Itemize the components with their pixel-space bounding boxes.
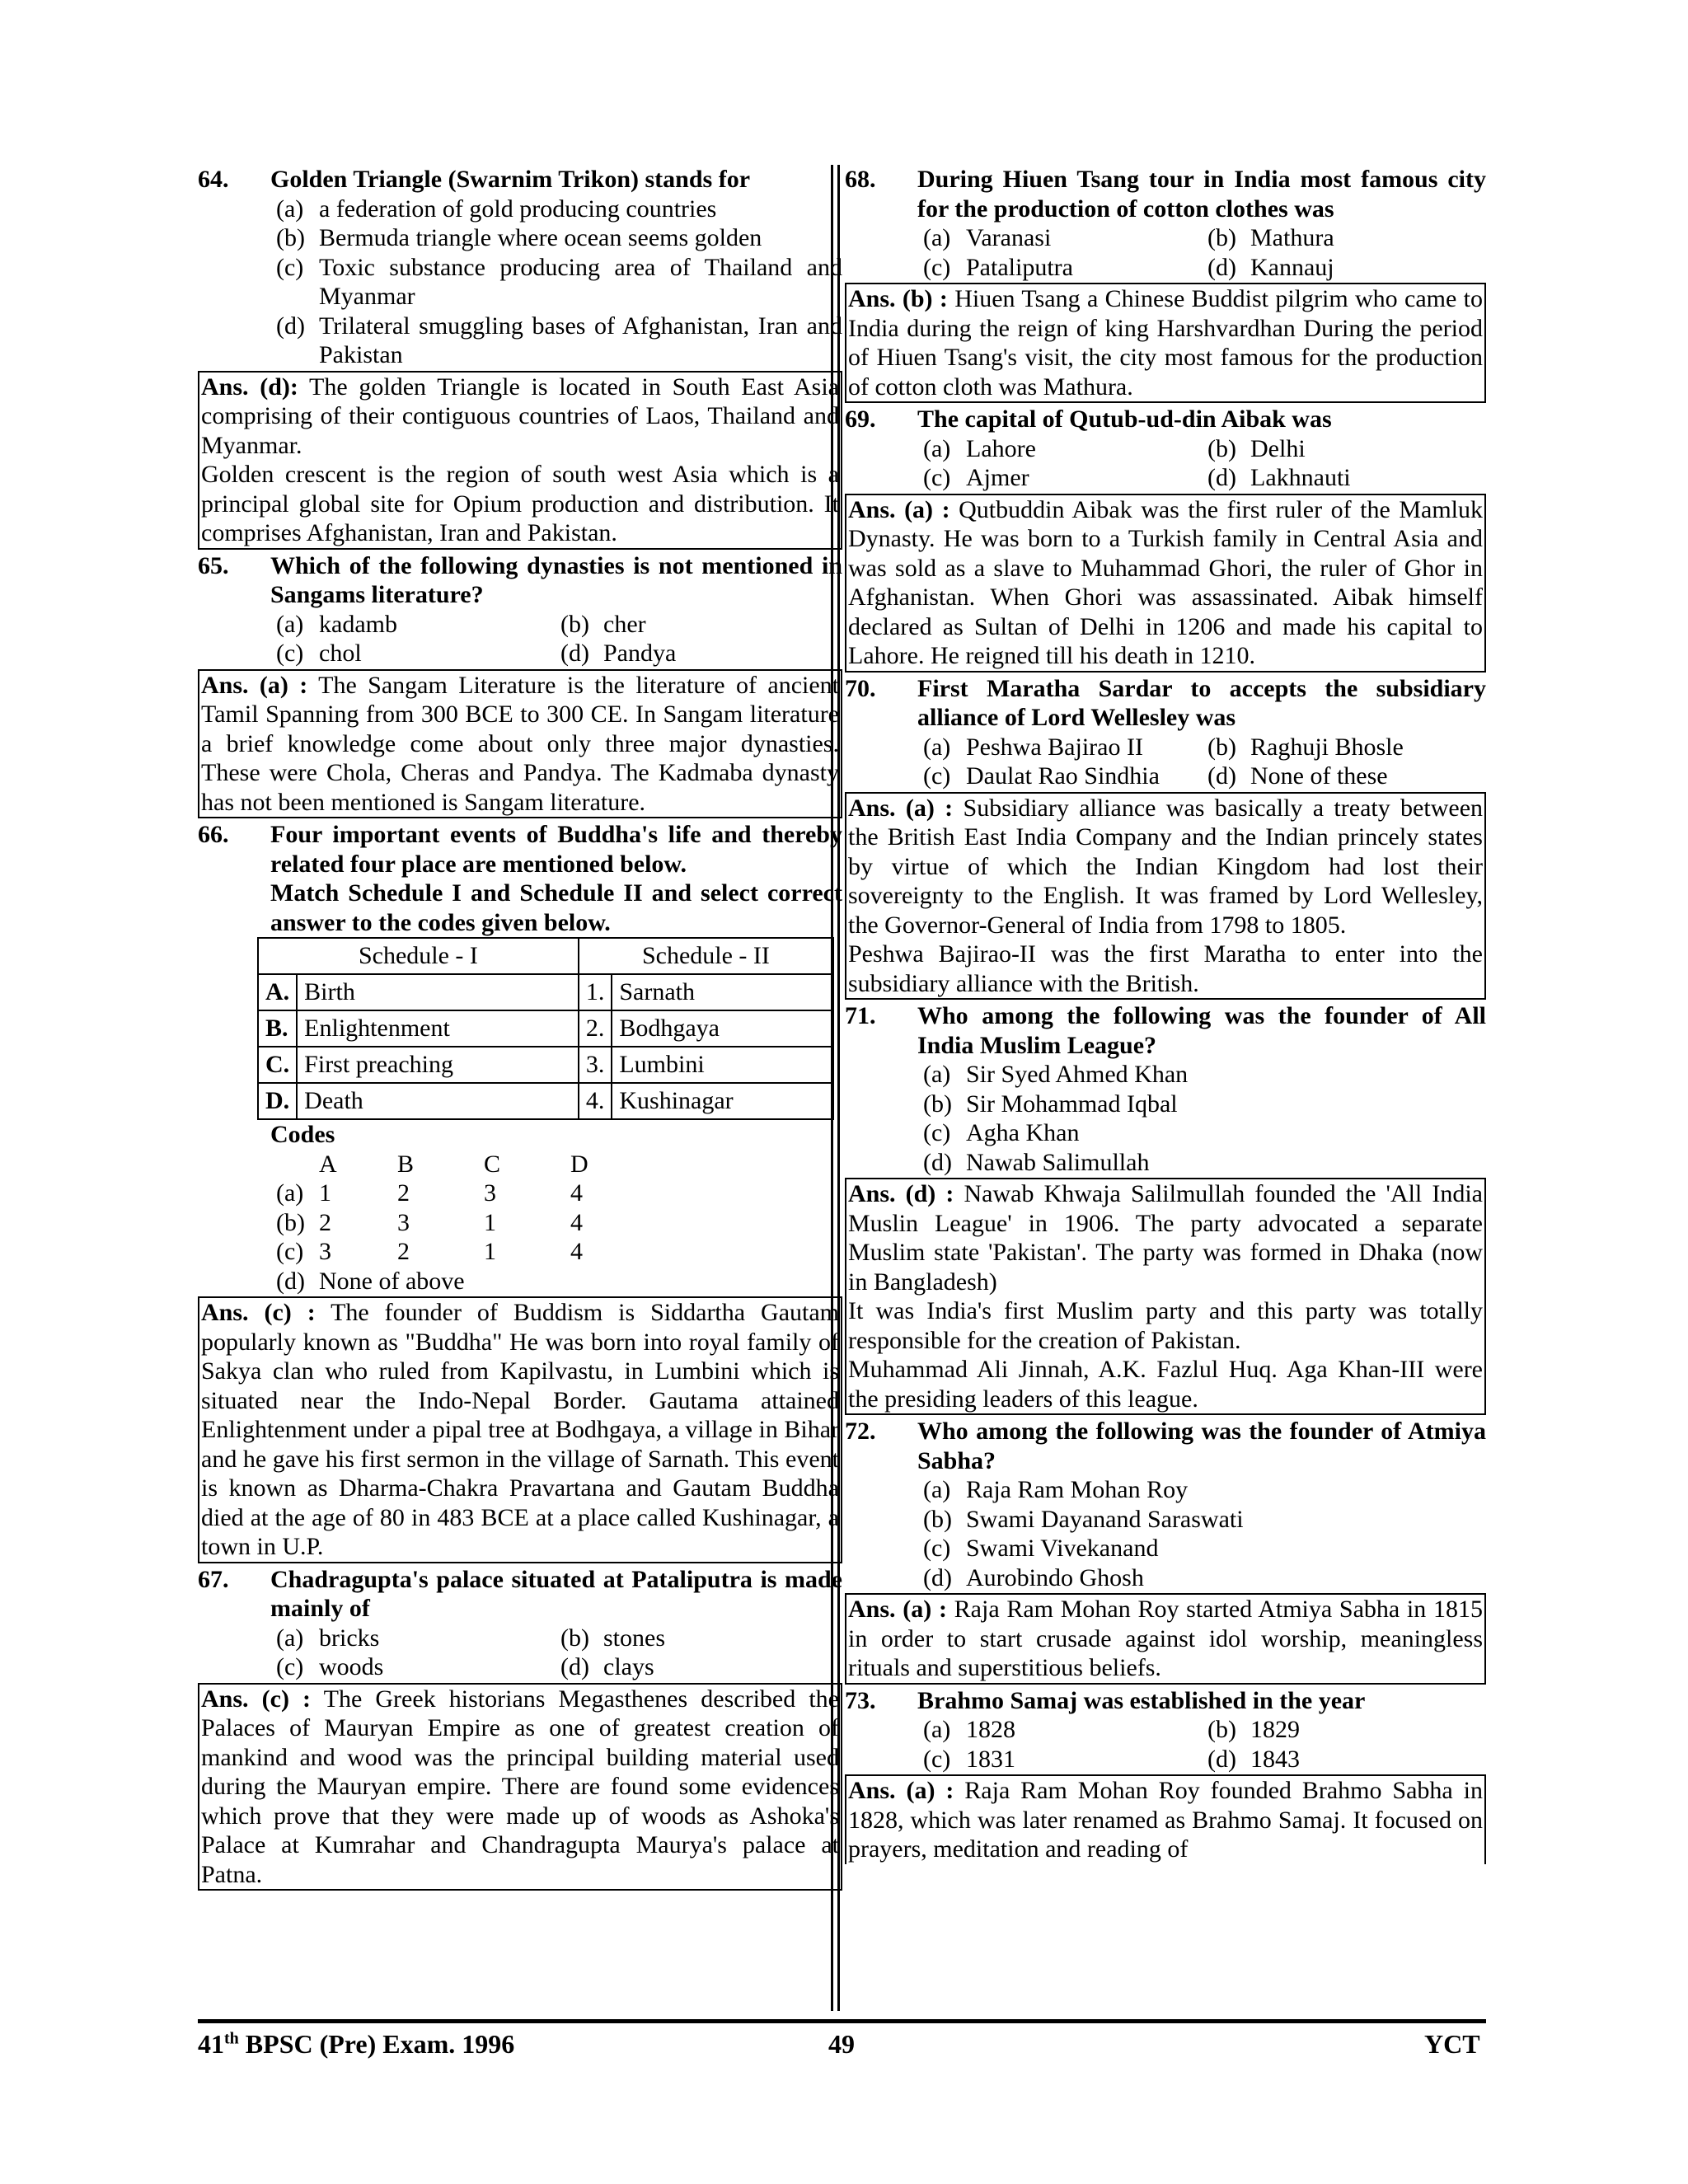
question-71: 71. Who among the following was the founder of All India Muslim League? xyxy=(845,1002,1486,1059)
option: (c) 1831 xyxy=(923,1745,1015,1773)
option: (b) cher xyxy=(560,610,646,638)
option: (a) bricks xyxy=(276,1624,380,1652)
question-70: 70. First Maratha Sardar to accepts the subsidiary alliance of Lord Wellesley was xyxy=(845,674,1486,731)
answer-70: Ans. (a) : Subsidiary alliance was basically a treaty between the British East India Company and the Indian princely states by virtue of which the Indian Kingdom had lost their sovereignty to the English. It was framed by Lord Wellesley, the Governor-General of India from 1798 to 1805. Peshwa Bajirao-II was the first Maratha to enter into the subsidiary alliance with the British. xyxy=(845,792,1486,1001)
table-row: A. Birth 1. Sarnath xyxy=(258,974,833,1010)
footer-rule xyxy=(198,2019,1486,2023)
schedule-table xyxy=(257,937,834,1120)
answer-66: Ans. (c) : The founder of Buddism is Siddartha Gautam popularly known as "Buddha" He was born into royal family of Sakya clan who ruled from Kapilvastu, in Lumbini which is situated near the Indo-Nepal Border. Gautama attained Enlightenment under a pipal tree at Bodhgaya, a village in Bihar and he gave his first sermon in the village of Sarnath. This event is known as Dharma-Chakra Pravartana and Gautam Buddha died at the age of 80 in 483 BCE at a place called Kushinagar, a town in U.P. xyxy=(198,1296,842,1563)
answer-72: Ans. (a) : Raja Ram Mohan Roy started Atmiya Sabha in 1815 in order to start crusade against idol worship, meaningless rituals and superstitious beliefs. xyxy=(845,1593,1486,1685)
option: (b) Swami Dayanand Saraswati xyxy=(923,1505,1244,1533)
option: (a) Raja Ram Mohan Roy xyxy=(923,1476,1189,1503)
table-header: Schedule - I xyxy=(258,938,579,974)
answer-64: Ans. (d): The golden Triangle is located in South East Asia comprising of their contiguous countries of Laos, Thailand and Myanmar. Golden crescent is the region of south west Asia which is a principal global site for Opium production and distribution. It comprises Afghanistan, Iran and Pakistan. xyxy=(198,371,842,550)
option: (d) Nawab Salimullah xyxy=(923,1148,1150,1176)
option: (d) clays xyxy=(560,1653,654,1680)
option: (c) Swami Vivekanand xyxy=(923,1535,1159,1562)
option: (d) 1843 xyxy=(1207,1745,1300,1773)
option: (b) stones xyxy=(560,1624,665,1652)
options-71 xyxy=(845,1060,1486,1177)
option: (a) Lahore xyxy=(923,434,1036,462)
option: (c) Daulat Rao Sindhia xyxy=(923,762,1160,790)
table-row: C. First preaching 3. Lumbini xyxy=(258,1047,833,1083)
option: (a) kadamb xyxy=(276,610,397,638)
option: (a) Sir Syed Ahmed Khan xyxy=(923,1061,1189,1088)
answer-69: Ans. (a) : Qutbuddin Aibak was the first ruler of the Mamluk Dynasty. He was born to a Turkish family in Central Asia and was sold as a slave to Muhammad Ghori, the ruler of Ghor in Afghanistan. When Ghori was assassinated. Aibak himself declared as Sultan of Delhi in 1206 and made his capital to Lahore. He reigned till his death in 1210. xyxy=(845,494,1486,673)
option: (b) Sir Mohammad Iqbal xyxy=(923,1090,1178,1118)
answer-73: Ans. (a) : Raja Ram Mohan Roy founded Brahmo Sabha in 1828, which was later renamed as Brahmo Samaj. It focused on prayers, meditation and reading of xyxy=(845,1774,1486,1864)
option: (d) Pandya xyxy=(560,640,677,667)
options-64 xyxy=(198,194,842,370)
options-67 xyxy=(198,1624,842,1682)
options-73 xyxy=(845,1715,1486,1774)
answer-65: Ans. (a) : The Sangam Literature is the literature of ancient Tamil Spanning from 300 BCE to 300 CE. In Sangam literature a brief knowledge come about only three major dynasties. These were Chola, Cheras and Pandya. The Kadmaba dynasty has not been mentioned is Sangam literature. xyxy=(198,669,842,819)
option: (c) woods xyxy=(276,1653,384,1680)
question-73: 73. Brahmo Samaj was established in the year xyxy=(845,1686,1366,1714)
option: (b) Raghuji Bhosle xyxy=(1207,733,1404,761)
option: (a) Peshwa Bajirao II xyxy=(923,733,1143,761)
option: (a) 1828 xyxy=(923,1716,1015,1743)
options-69 xyxy=(845,434,1486,493)
question-72: 72. Who among the following was the founder of Atmiya Sabha? xyxy=(845,1418,1486,1474)
options-68 xyxy=(845,223,1486,282)
option: (d) Aurobindo Ghosh xyxy=(923,1563,1144,1591)
codes-title: Codes xyxy=(270,1121,335,1148)
question-68: 68. During Hiuen Tsang tour in India most famous city for the production of cotton clothes was xyxy=(845,166,1486,223)
right-column xyxy=(845,165,1486,1866)
answer-67: Ans. (c) : The Greek historians Megasthenes described the Palaces of Mauryan Empire as one of greatest creation of mankind and wood was the principal building material used during the Mauryan empire. There are found some evidences which prove that they were made up of woods as Ashoka's Palace at Kumrahar and Chandragupta Maurya's palace at Patna. xyxy=(198,1683,842,1891)
option: (a) Varanasi xyxy=(923,224,1052,251)
page-number: 49 xyxy=(828,2029,855,2059)
question-64: 64. Golden Triangle (Swarnim Trikon) stands for xyxy=(198,166,751,193)
option: (c) Toxic substance producing area of Thailand and Myanmar xyxy=(276,253,842,310)
option: (c) chol xyxy=(276,640,362,667)
table-header: Schedule - II xyxy=(579,938,833,974)
table-row: D. Death 4. Kushinagar xyxy=(258,1083,833,1119)
question-67: 67. Chadragupta's palace situated at Pataliputra is made mainly of xyxy=(198,1565,842,1622)
codes-row: (c) 3 2 1 4 xyxy=(276,1238,583,1265)
question-69: 69. The capital of Qutub-ud-din Aibak was xyxy=(845,405,1332,433)
codes-row: (a) 1 2 3 4 xyxy=(276,1179,583,1207)
option: (d) Lakhnauti xyxy=(1207,464,1351,491)
options-65 xyxy=(198,610,842,668)
question-66: 66. Four important events of Buddha's life and thereby related four place are mentioned below. Match Schedule I and Schedule II and select correct answer to the codes given below. xyxy=(198,821,842,936)
option: (d) None of above xyxy=(276,1267,465,1295)
left-column xyxy=(198,165,842,1892)
option: (d) None of these xyxy=(1207,762,1388,790)
option: (c) Pataliputra xyxy=(923,253,1073,281)
option: (c) Agha Khan xyxy=(923,1119,1080,1146)
question-65: 65. Which of the following dynasties is not mentioned in Sangams literature? xyxy=(198,551,842,608)
table-row: B. Enlightenment 2. Bodhgaya xyxy=(258,1010,833,1047)
option: (b) Bermuda triangle where ocean seems golden xyxy=(276,224,762,251)
option: (b) Mathura xyxy=(1207,224,1334,251)
option: (b) 1829 xyxy=(1207,1716,1300,1743)
publisher-logo-text: YCT xyxy=(1424,2029,1480,2059)
option: (c) Ajmer xyxy=(923,464,1029,491)
codes-row: (b) 2 3 1 4 xyxy=(276,1208,583,1236)
codes-head-row: A B C D xyxy=(319,1150,588,1178)
option: (d) Trilateral smuggling bases of Afghanistan, Iran and Pakistan xyxy=(276,312,842,368)
option: (a) a federation of gold producing countries xyxy=(276,194,717,223)
options-72 xyxy=(845,1475,1486,1592)
option: (b) Delhi xyxy=(1207,434,1306,462)
options-70 xyxy=(845,733,1486,791)
answer-71: Ans. (d) : Nawab Khwaja Salilmullah founded the 'All India Muslin League' in 1906. The party advocated a separate Muslim state 'Pakistan'. The party was formed in Dhaka (now in Bangladesh) It was India's first Muslim party and this party was totally responsible for the creation of Pakistan. Muhammad Ali Jinnah, A.K. Fazlul Huq. Aga Khan-III were the presiding leaders of this league. xyxy=(845,1178,1486,1415)
footer-exam-title: 41th BPSC (Pre) Exam. 1996 xyxy=(198,2029,515,2059)
answer-68: Ans. (b) : Hiuen Tsang a Chinese Buddist pilgrim who came to India during the reign of king Harshvardhan During the period of Hiuen Tsang's visit, the city most famous for the production of cotton cloth was Mathura. xyxy=(845,283,1486,403)
codes-grid xyxy=(198,1150,842,1296)
option: (d) Kannauj xyxy=(1207,253,1334,281)
